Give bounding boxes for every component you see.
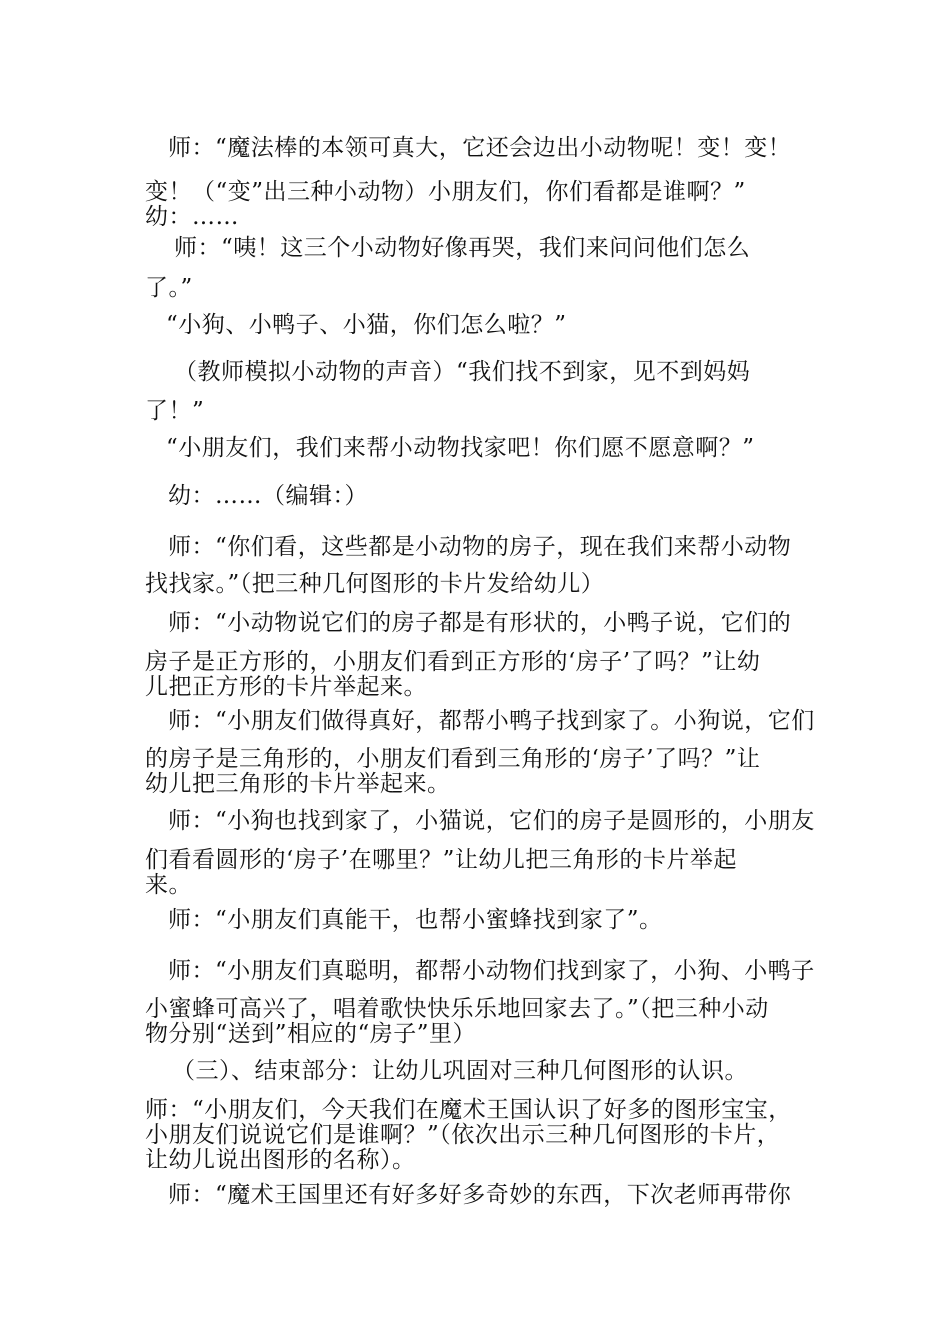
text-line: 儿把正方形的卡片举起来。 (145, 674, 427, 700)
text-line: 来。 (145, 872, 192, 898)
text-line: “小狗、小鸭子、小猫，你们怎么啦？” (166, 312, 567, 338)
text-line: （教师模拟小动物的声音）“我们找不到家，见不到妈妈 (174, 359, 751, 385)
text-line: 师：“小朋友们真聪明，都帮小动物们找到家了，小狗、小鸭子 (168, 958, 815, 984)
text-line: （三）、结束部分：让幼儿巩固对三种几何图形的认识。 (172, 1058, 748, 1084)
text-line: 小朋友们说说它们是谁啊？”（依次出示三种几何图形的卡片， (145, 1122, 781, 1148)
text-line: 师：“魔法棒的本领可真大，它还会边出小动物呢！变！变！ (168, 135, 792, 161)
text-line: 的房子是三角形的，小朋友们看到三角形的‘房子’了吗？”让 (145, 746, 761, 772)
text-line: 了！” (145, 398, 205, 424)
text-line: 师：“魔术王国里还有好多好多奇妙的东西，下次老师再带你 (168, 1182, 792, 1208)
text-line: 幼：……（编辑：） (168, 483, 368, 509)
text-line: 师：“咦！这三个小动物好像再哭，我们来问问他们怎么 (174, 235, 751, 261)
text-line: 师：“小动物说它们的房子都是有形状的，小鸭子说，它们的 (168, 610, 792, 636)
text-line: 幼儿把三角形的卡片举起来。 (145, 771, 451, 797)
text-line: 师：“小朋友们真能干，也帮小蜜蜂找到家了”。 (168, 907, 663, 933)
text-line: “小朋友们，我们来帮小动物找家吧！你们愿不愿意啊？” (166, 435, 755, 461)
text-line: 师：“小狗也找到家了，小猫说，它们的房子是圆形的，小朋友 (168, 808, 815, 834)
text-line: 了。” (145, 275, 193, 301)
text-line: 师：“你们看，这些都是小动物的房子，现在我们来帮小动物 (168, 534, 792, 560)
text-line: 房子是正方形的，小朋友们看到正方形的‘房子’了吗？”让幼 (145, 649, 761, 675)
text-line: 小蜜蜂可高兴了，唱着歌快快乐乐地回家去了。”（把三种小动 (145, 996, 769, 1022)
text-line: 们看看圆形的‘房子’在哪里？”让幼儿把三角形的卡片举起 (145, 847, 737, 873)
text-line: 变！（“变”出三种小动物）小朋友们，你们看都是谁啊？” (145, 179, 746, 205)
text-line: 找找家。”（把三种几何图形的卡片发给幼儿） (145, 571, 605, 597)
text-line: 物分别“送到”相应的“房子”里） (145, 1021, 477, 1047)
text-line: 让幼儿说出图形的名称）。 (145, 1147, 416, 1173)
text-line: 幼：…… (145, 204, 239, 230)
text-line: 师：“小朋友们，今天我们在魔术王国认识了好多的图形宝宝， (145, 1097, 792, 1123)
text-line: 师：“小朋友们做得真好，都帮小鸭子找到家了。小狗说，它们 (168, 708, 815, 734)
